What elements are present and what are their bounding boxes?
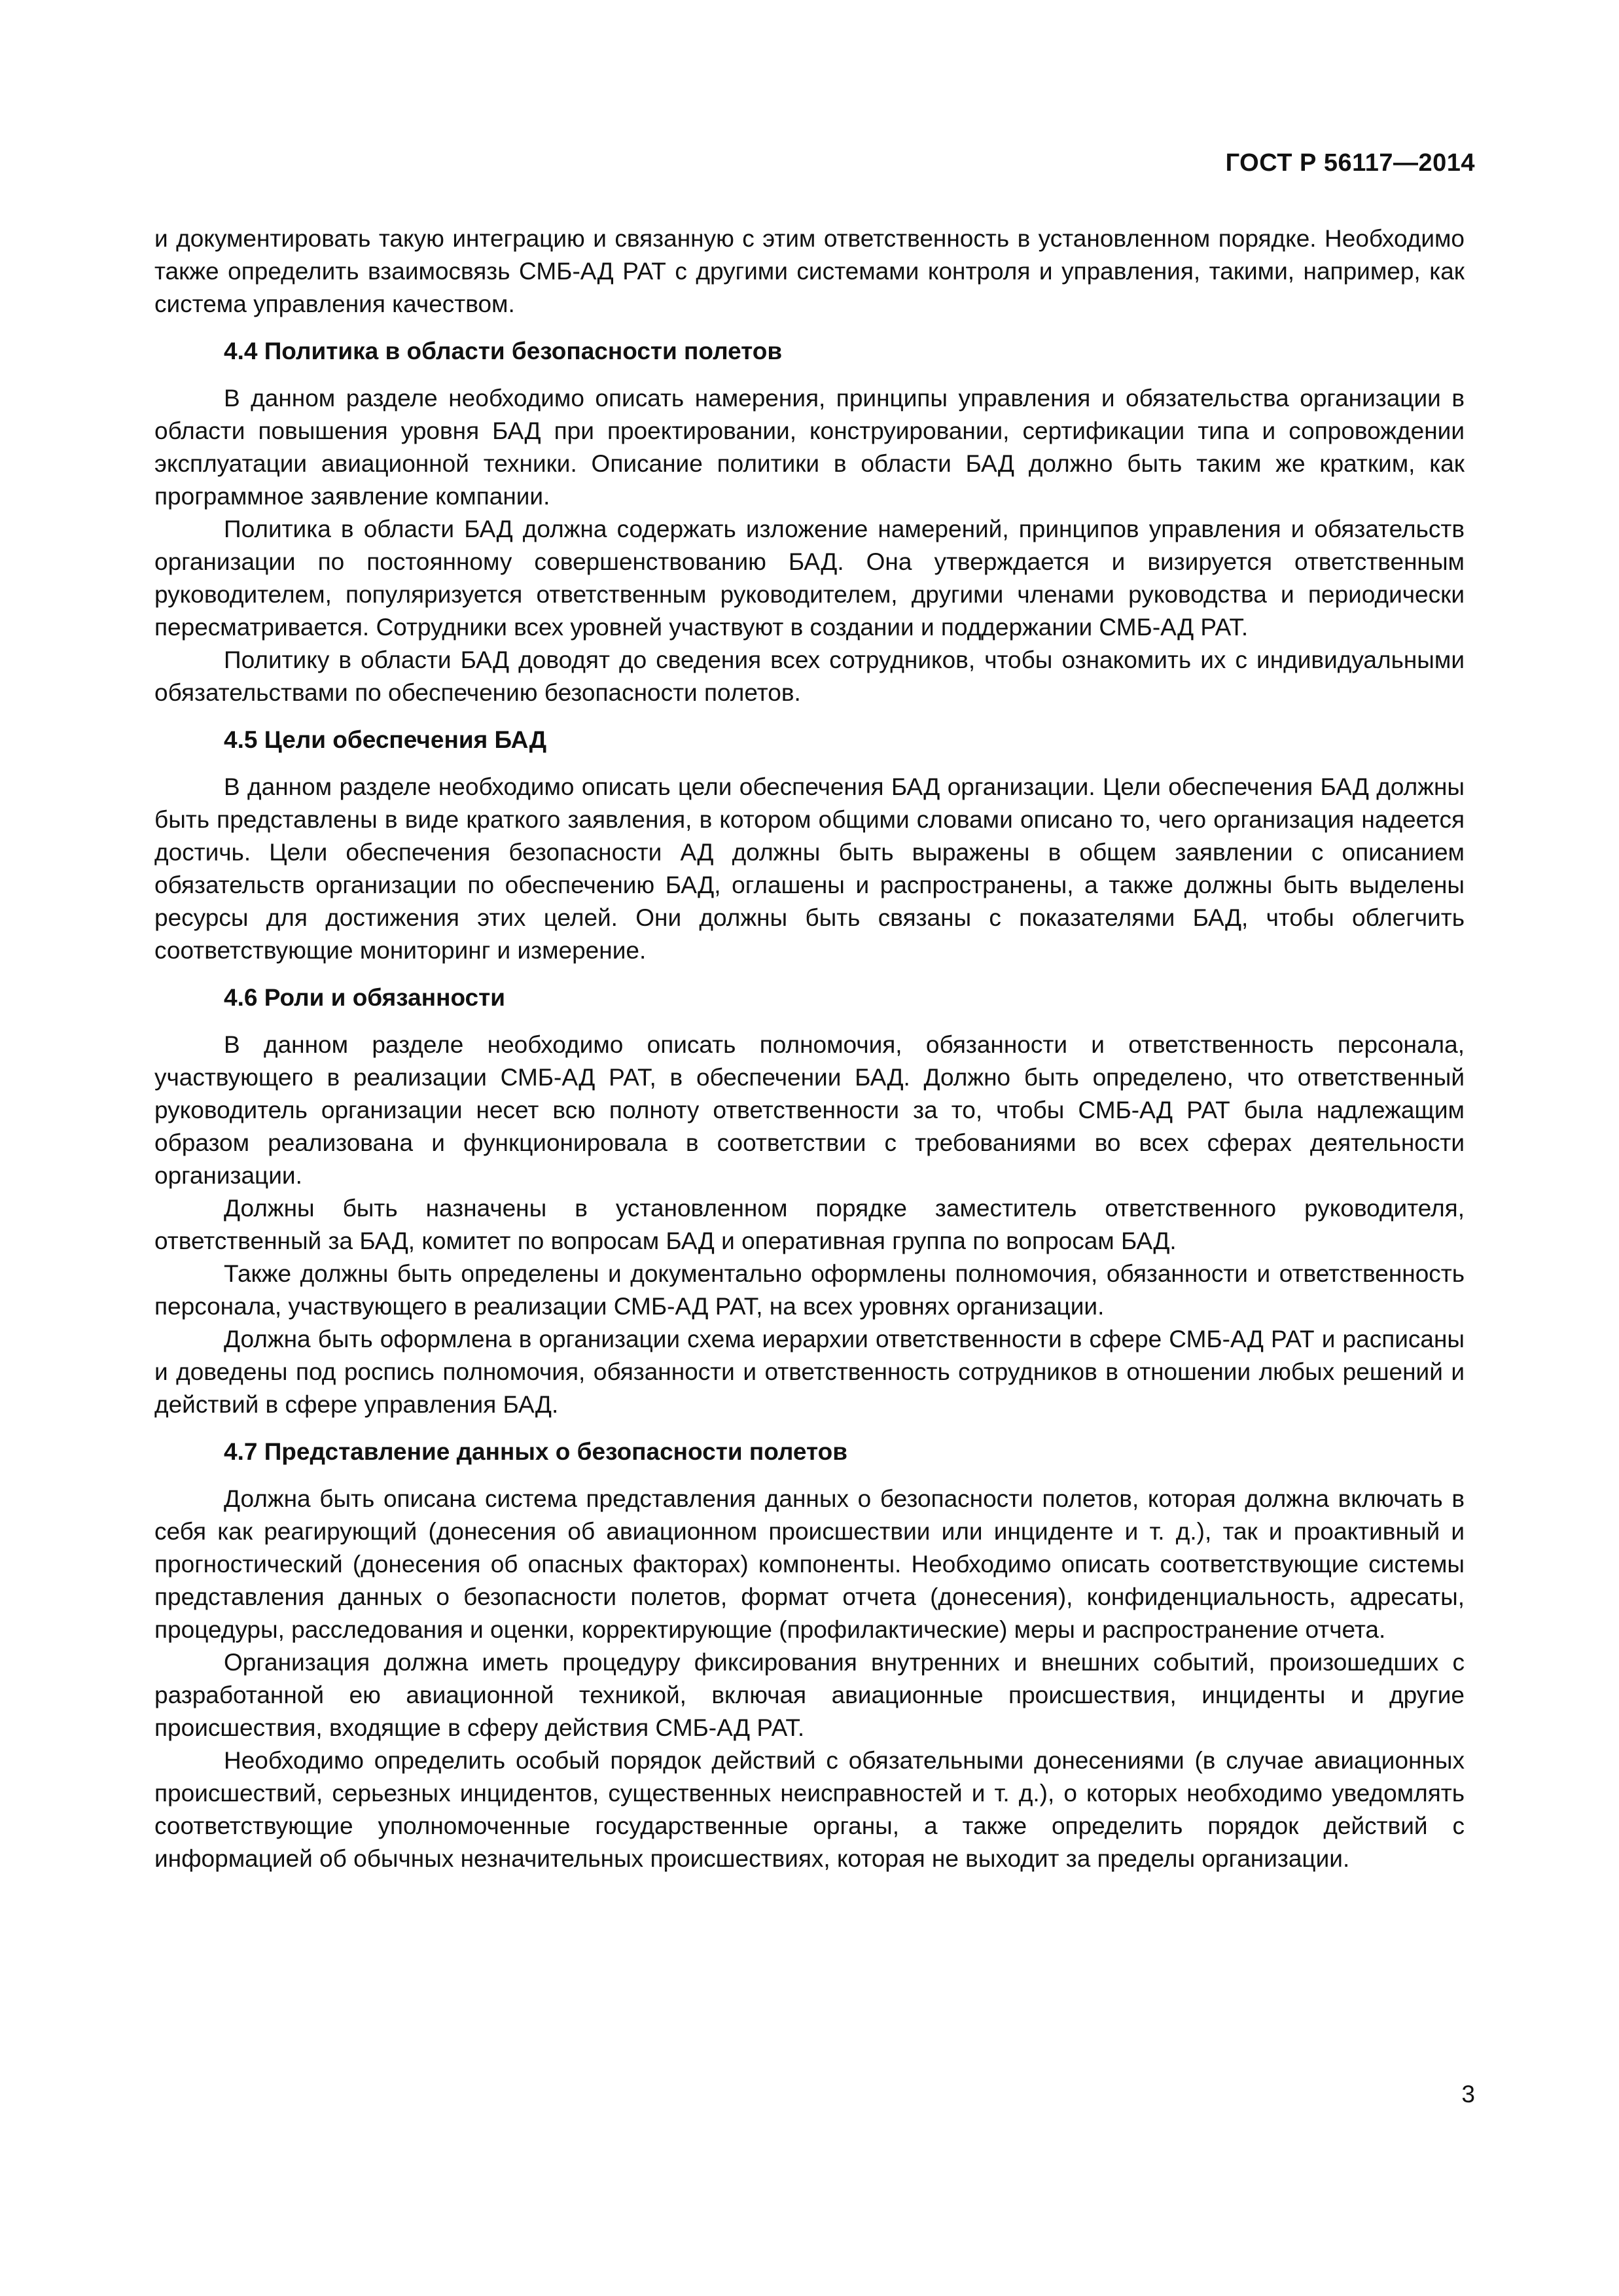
paragraph: Должна быть оформлена в организации схема иерархии ответственности в сфере СМБ-АД РАТ и расписаны и доведены под роспись полномочия, обязанности и ответственность сотрудников в отношении любых решений и действий в сфере управления БАД. bbox=[154, 1326, 1465, 1418]
paragraph: Должны быть назначены в установленном порядке заместитель ответственного руководителя, ответственный за БАД, комитет по вопросам БАД и оперативная группа по вопросам БАД. bbox=[154, 1195, 1465, 1254]
paragraph: Политику в области БАД доводят до сведения всех сотрудников, чтобы ознакомить их с индивидуальными обязательствами по обеспечению безопасности полетов. bbox=[154, 646, 1465, 706]
paragraph: Политика в области БАД должна содержать изложение намерений, принципов управления и обязательств организации по постоянному совершенствованию БАД. Она утверждается и визируется ответственным руководителем, популяризуется ответственным руководителем, другими членами руководства и периодически пересматривается. Сотрудники всех уровней участвуют в создании и поддержании СМБ-АД РАТ. bbox=[154, 516, 1465, 641]
paragraph: В данном разделе необходимо описать полномочия, обязанности и ответственность персонала, участвующего в реализации СМБ-АД РАТ, в обеспечении БАД. Должно быть определено, что ответственный руководитель организации несет всю полноту ответственности за то, чтобы СМБ-АД РАТ была надлежащим образом реализована и функционировала в соответствии с требованиями во всех сферах деятельности организации. bbox=[154, 1031, 1465, 1189]
section-heading-4-6: 4.6 Роли и обязанности bbox=[224, 984, 505, 1011]
section-heading-4-4: 4.4 Политика в области безопасности полетов bbox=[224, 338, 783, 364]
paragraph: Организация должна иметь процедуру фиксирования внутренних и внешних событий, произошедших с разработанной ею авиационной техникой, включая авиационные происшествия, инциденты и другие происшествия, входящие в сферу действия СМБ-АД РАТ. bbox=[154, 1649, 1465, 1741]
document-header: ГОСТ Р 56117—2014 bbox=[1225, 149, 1475, 177]
section-heading-4-5: 4.5 Цели обеспечения БАД bbox=[224, 726, 547, 753]
page-number: 3 bbox=[1461, 2081, 1475, 2108]
paragraph: В данном разделе необходимо описать намерения, принципы управления и обязательства организации в области повышения уровня БАД при проектировании, конструировании, сертификации типа и сопровождении эксплуатации авиационной техники. Описание политики в области БАД должно быть таким же кратким, как программное заявление компании. bbox=[154, 385, 1465, 510]
paragraph: В данном разделе необходимо описать цели обеспечения БАД организации. Цели обеспечения БАД должны быть представлены в виде краткого заявления, в котором общими словами описано то, чего организация надеется достичь. Цели обеспечения безопасности АД должны быть выражены в общем заявлении с описанием обязательств организации по обеспечению БАД, оглашены и распространены, а также должны быть выделены ресурсы для достижения этих целей. Они должны быть связаны с показателями БАД, чтобы облегчить соответствующие мониторинг и измерение. bbox=[154, 773, 1465, 964]
intro-paragraph: и документировать такую интеграцию и связанную с этим ответственность в установленном порядке. Необходимо также определить взаимосвязь СМБ-АД РАТ с другими системами контроля и управления, такими, например, как система управления качеством. bbox=[154, 225, 1465, 317]
paragraph: Должна быть описана система представления данных о безопасности полетов, которая должна включать в себя как реагирующий (донесения об авиационном происшествии или инциденте и т. д.), так и проактивный и прогностический (донесения об опасных факторах) компоненты. Необходимо описать соответствующие системы представления данных о безопасности полетов, формат отчета (донесения), конфиденциальность, адресаты, процедуры, расследования и оценки, корректирующие (профилактические) меры и распространение отчета. bbox=[154, 1485, 1465, 1643]
paragraph: Необходимо определить особый порядок действий с обязательными донесениями (в случае авиационных происшествий, серьезных инцидентов, существенных неисправностей и т. д.), о которых необходимо уведомлять соответствующие уполномоченные государственные органы, а также определить порядок действий с информацией об обычных незначительных происшествиях, которая не выходит за пределы организации. bbox=[154, 1747, 1465, 1872]
paragraph: Также должны быть определены и документально оформлены полномочия, обязанности и ответственность персонала, участвующего в реализации СМБ-АД РАТ, на всех уровнях организации. bbox=[154, 1260, 1465, 1320]
section-heading-4-7: 4.7 Представление данных о безопасности полетов bbox=[224, 1438, 847, 1465]
document-body bbox=[154, 222, 1465, 1875]
